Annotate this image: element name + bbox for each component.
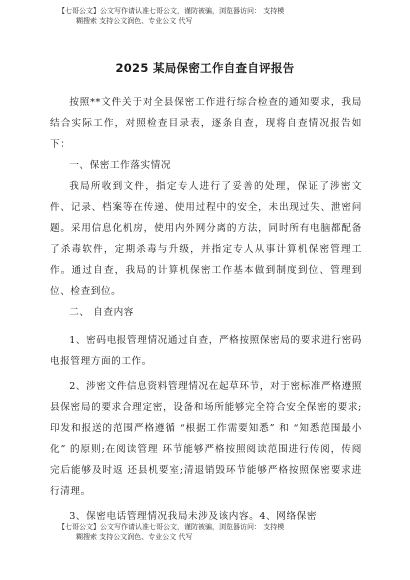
header-note [58, 6, 358, 26]
header-note-line1: 【七哥公文】公文写作请认准七哥公文，谨防被骗，浏览器访问： 支持模 [58, 7, 285, 15]
header-note-line2: 糊搜索 支持公文润色、专业公文 代写 [76, 17, 193, 25]
item-3-paragraph: 3、保密电话管理情况我局未涉及该内容。4、网络保密 [69, 511, 318, 522]
footer-note-line2: 糊搜索 支持公文润色、专业公文 代写 [76, 533, 193, 541]
item-2-paragraph: 2、涉密文件信息资料管理情况在起草环节，对于密标准严格遵照县保密局的要求合理定密，设备和场所能够完全符合安全保密的要求;印发和报送的范围严格遵循 “根据工作需要知悉” 和 “知悉范围最小化” 的原则;在阅读管理 环节能够严格按照阅读范围进行传阅，传阅完后能够及时返 还县机要室;清退销毁环节能够严格按照保密要求进行清理。 [50, 381, 362, 497]
document-title: 2025 某局保密工作自查自评报告 [115, 61, 295, 75]
footer-note [58, 522, 358, 542]
section-heading-2: 二、 自查内容 [69, 307, 134, 318]
section-1-paragraph: 我局所收到文件，指定专人进行了妥善的处理，保证了涉密文件、记录、档案等在传递、使用过程中的安全，未出现过失、泄密问题。采用信息化机房，使用内外网分离的方法，同时所有电脑都配备了杀毒软件，定期杀毒与升级，并指定专人从事计算机保密管理工作。通过自查，我局的计算机保密工作基本做到制度到位、管理到位、检查到位。 [50, 181, 362, 297]
intro-paragraph: 按照**文件关于对全县保密工作进行综合检查的通知要求，我局结合实际工作，对照检查目录表，逐条自查，现将自查情况报告如下： [50, 97, 362, 150]
item-1-paragraph: 1、密码电报管理情况通过自查，严格按照保密局的要求进行密码电报管理方面的工作。 [50, 335, 362, 367]
section-heading-1: 一、保密工作落实情况 [69, 160, 172, 171]
document-body [50, 92, 362, 527]
footer-note-line1: 【七哥公文】公文写作请认准七哥公文，谨防被骗，浏览器访问： 支持模 [58, 523, 285, 531]
